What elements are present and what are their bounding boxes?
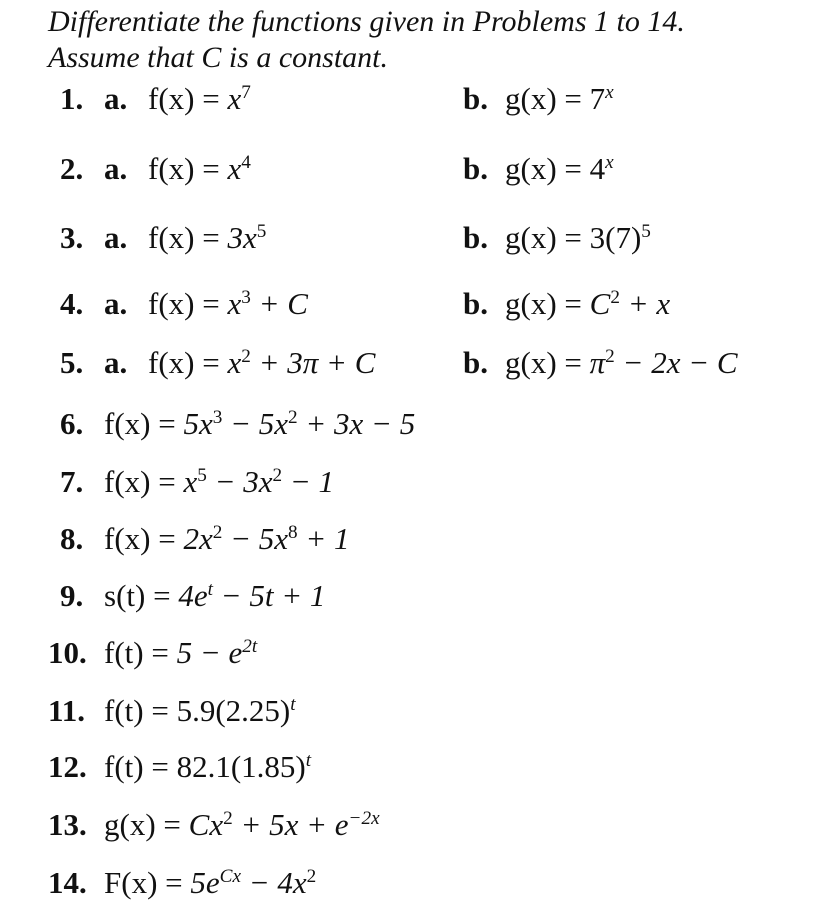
term-tail: − 2x − C [614,345,738,380]
exponent: 2 [223,808,233,830]
lhs: f(x) = [148,151,220,186]
problem-expression [104,631,257,675]
term: 4e [178,578,208,613]
term: 5.9(2.25) [176,693,291,728]
exponent: 5 [256,221,267,243]
term: x [227,345,242,380]
exponent: −2x [348,808,380,830]
lhs: F(x) = [104,865,183,900]
problem-1 [0,77,835,121]
part-b-expression [505,341,738,385]
term: + 5x + e [232,807,349,842]
part-a-expression [148,147,251,191]
lhs: f(t) = [104,693,169,728]
lhs: g(x) = [505,220,582,255]
part-a-label: a. [104,345,128,380]
problem-number: 9. [60,578,84,613]
term: − 5t + 1 [212,578,326,613]
exponent: 2 [306,866,317,888]
problem-3 [0,216,835,260]
exponent: 2t [242,636,258,658]
instructions-line-1: Differentiate the functions given in Problems 1 to 14. [48,5,685,38]
problem-10 [0,631,835,675]
exponent: 5 [641,221,651,243]
part-a-expression [148,341,375,385]
part-a-label: a. [104,81,128,116]
problem-number: 13. [48,807,87,842]
problem-number: 2. [60,151,84,186]
term: − 3x [206,464,273,499]
problem-number: 12. [48,749,87,784]
term: π [589,345,606,380]
term: + 1 [297,521,350,556]
problem-number: 3. [60,220,84,255]
exponent: 2 [272,465,283,487]
exponent: x [605,152,614,174]
term: C [589,286,611,321]
lhs: g(x) = [505,286,582,321]
problem-7 [0,460,835,504]
lhs: f(x) = [148,286,220,321]
problem-number: 4. [60,286,84,321]
lhs: f(x) = [104,464,176,499]
part-b-expression [505,77,614,121]
term: x [227,151,242,186]
exponent: 2 [610,287,620,309]
problem-expression [104,460,334,504]
part-a-expression [148,216,266,260]
exponent: t [290,694,296,716]
problem-12 [0,745,835,789]
part-b-label: b. [463,81,488,116]
problem-number: 11. [48,693,86,728]
exponent: t [305,750,312,772]
exponent: 7 [241,82,251,104]
problem-number: 6. [60,406,84,441]
exponent: 2 [241,346,251,368]
term: 7 [589,81,606,116]
lhs: g(x) = [505,345,582,380]
problem-2 [0,147,835,191]
term: 3(7) [589,220,642,255]
term: x [227,286,242,321]
term: 5e [190,865,220,900]
term: − 5x [222,521,289,556]
problem-number: 10. [48,635,87,670]
problem-number: 5. [60,345,84,380]
term: − 1 [282,464,335,499]
lhs: f(x) = [148,81,220,116]
term-tail: + x [619,286,671,321]
part-b-label: b. [463,151,488,186]
exponent: 3 [241,287,251,309]
part-a-label: a. [104,220,128,255]
term: x [183,464,198,499]
exponent: 2 [288,407,298,429]
term-tail: + 3π + C [250,345,376,380]
part-a-label: a. [104,286,128,321]
problem-expression [104,402,415,446]
exponent: t [207,579,213,601]
lhs: g(x) = [104,807,181,842]
term: − 4x [240,865,307,900]
exponent: 2 [212,522,223,544]
problem-expression [104,745,311,789]
problem-expression [104,861,316,905]
term: 82.1(1.85) [176,749,306,784]
problem-9 [0,574,835,618]
exponent: 4 [241,152,251,174]
term: 4 [589,151,606,186]
part-a-expression [148,282,308,326]
problem-8 [0,517,835,561]
exponent: 3 [212,407,223,429]
term: + 3x − 5 [297,406,416,441]
problem-number: 1. [60,81,84,116]
part-b-expression [505,147,614,191]
part-b-label: b. [463,345,488,380]
exponent: 2 [605,346,615,368]
term: − 5x [222,406,289,441]
problem-5 [0,341,835,385]
lhs: f(x) = [148,345,220,380]
lhs: f(x) = [104,406,176,441]
problem-11 [0,689,835,733]
problem-expression [104,689,296,733]
part-b-expression [505,282,670,326]
part-a-expression [148,77,251,121]
part-b-label: b. [463,220,488,255]
problem-14 [0,861,835,905]
term: 5x [183,406,213,441]
exponent: 8 [288,522,298,544]
problem-13 [0,803,835,847]
lhs: f(t) = [104,749,169,784]
problem-expression [104,574,325,618]
term: Cx [188,807,224,842]
lhs: f(x) = [104,521,176,556]
problem-instructions [48,4,828,76]
part-a-label: a. [104,151,128,186]
lhs: f(t) = [104,635,169,670]
part-b-expression [505,216,651,260]
term-tail: + C [250,286,308,321]
exponent: x [605,82,614,104]
problem-expression [104,517,350,561]
exponent: Cx [219,866,241,888]
problem-expression [104,803,380,847]
lhs: s(t) = [104,578,171,613]
problem-number: 14. [48,865,87,900]
problem-6 [0,402,835,446]
part-b-label: b. [463,286,488,321]
instructions-line-2: Assume that C is a constant. [48,41,389,74]
lhs: f(x) = [148,220,220,255]
term: x [227,81,242,116]
lhs: g(x) = [505,151,582,186]
term: 2x [183,521,213,556]
lhs: g(x) = [505,81,582,116]
problem-number: 7. [60,464,84,499]
term: 3x [227,220,257,255]
term: 5 − e [176,635,243,670]
problem-4 [0,282,835,326]
exponent: 5 [197,465,207,487]
problem-number: 8. [60,521,84,556]
